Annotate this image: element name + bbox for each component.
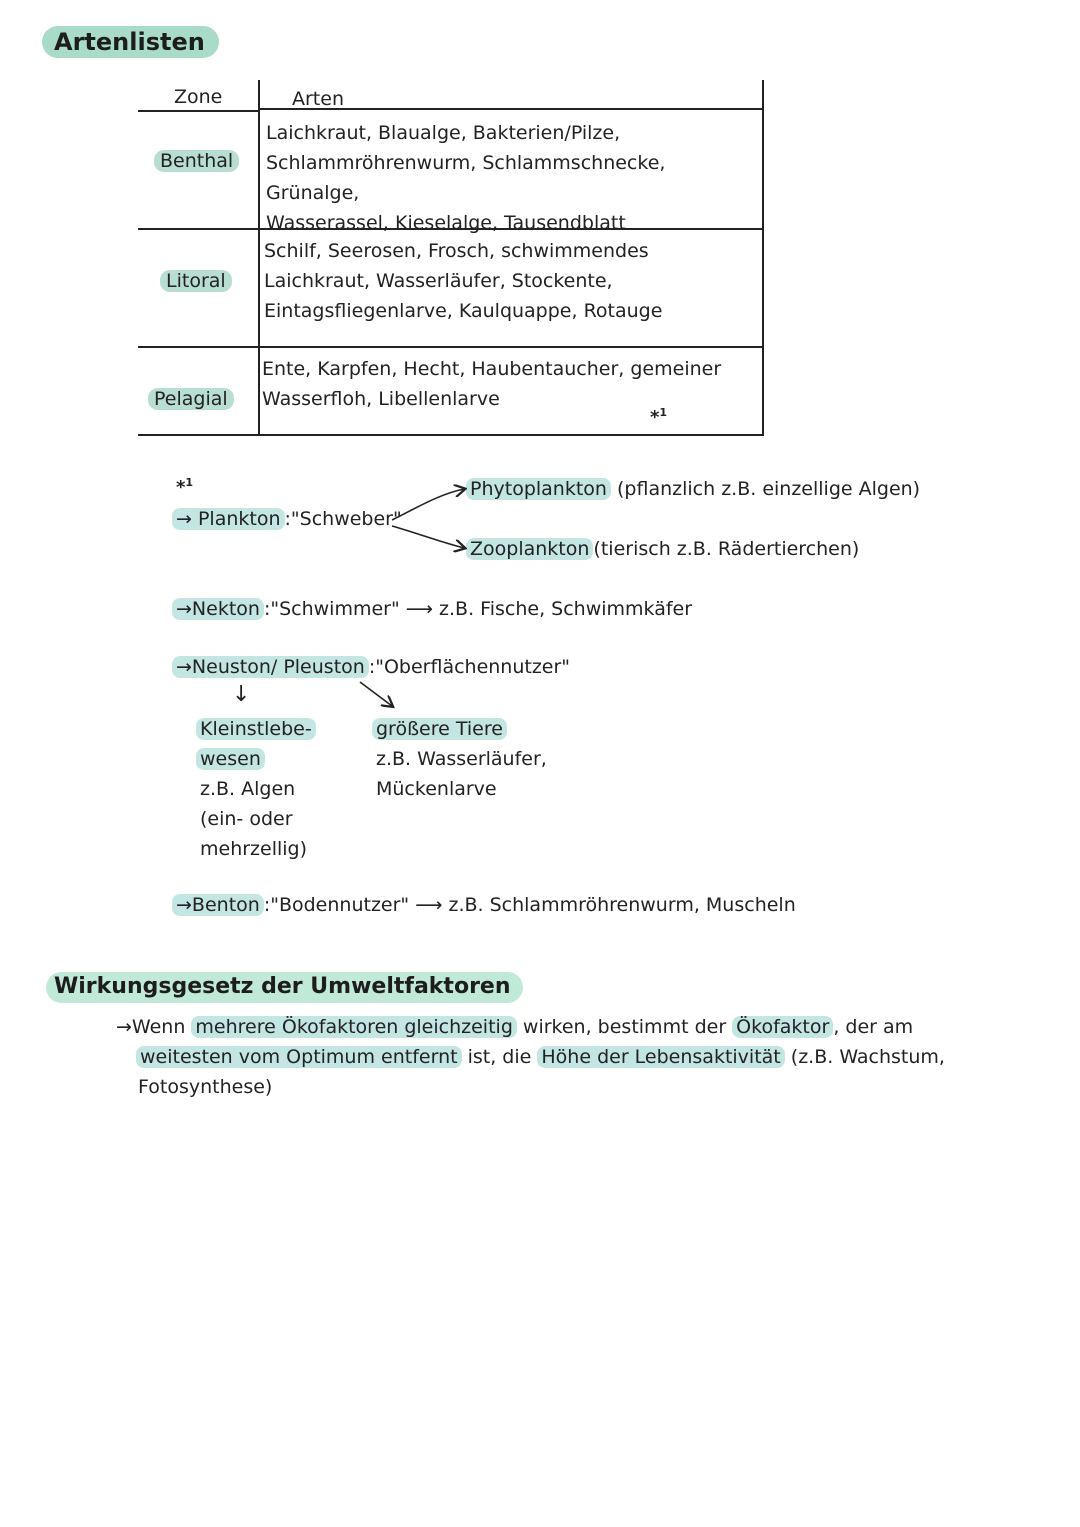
neuston-term: Neuston/ Pleuston [191,656,365,678]
section-title-wirkungsgesetz: Wirkungsgesetz der Umweltfaktoren [46,972,523,1003]
neuston-desc: :"Oberflächennutzer" [368,656,571,678]
arten-line: Eintagsfliegenlarve, Kaulquappe, Rotauge [264,300,663,322]
arten-line: Schilf, Seerosen, Frosch, schwimmendes [264,240,649,262]
zone-pelagial: Pelagial [148,388,234,410]
law-text: Fotosynthese) [138,1076,273,1098]
kleinstlebewesen-line: (ein- oder [200,808,293,830]
law-text: (z.B. Wachstum, [784,1046,945,1068]
zooplankton-desc: (tierisch z.B. Rädertierchen) [593,538,860,560]
nekton-term: Nekton [191,598,260,620]
kleinstlebewesen-line: mehrzellig) [200,838,308,860]
plankton-desc: :"Schweber" [284,508,402,530]
down-arrow-icon: ↓ [232,682,251,707]
law-highlight: weitesten vom Optimum entfernt [136,1046,462,1068]
arrow-icon: → [176,508,192,530]
law-highlight: Ökofaktor [732,1016,833,1038]
arten-line: Schlammröhrenwurm, Schlammschnecke, Grünalge, [266,152,666,204]
kleinstlebewesen-line: z.B. Algen [200,778,296,800]
nekton-desc: :"Schwimmer" ⟶ z.B. Fische, Schwimmkäfer [263,598,693,620]
footnote-mark: *$^1$ [176,476,194,498]
law-text: Wenn [131,1016,192,1038]
law-paragraph [116,1012,976,1102]
law-highlight: Höhe der Lebensaktivität [537,1046,784,1068]
kleinstlebewesen-term-2: wesen [196,748,265,770]
arrow-icon: → [176,656,192,678]
arten-line: Laichkraut, Blaualge, Bakterien/Pilze, [266,122,621,144]
arten-line: Wasserassel, Kieselalge, Tausendblatt [266,212,626,234]
arten-line: Laichkraut, Wasserläufer, Stockente, [264,270,613,292]
law-highlight: mehrere Ökofaktoren gleichzeitig [191,1016,516,1038]
benton-term: Benton [191,894,260,916]
phytoplankton-term: Phytoplankton [466,478,611,500]
zooplankton-term: Zooplankton [466,538,593,560]
arrow-to-zooplankton [392,526,464,548]
zone-benthal: Benthal [154,150,239,172]
plankton-term: Plankton [197,508,281,530]
table-header-arten: Arten [292,88,344,110]
arrow-to-groessere-tiere [360,682,392,706]
table-footnote-mark: *$^1$ [650,406,668,428]
benton-desc: :"Bodennutzer" ⟶ z.B. Schlammröhrenwurm, Muscheln [263,894,796,916]
kleinstlebewesen-term: Kleinstlebe- [196,718,316,740]
table-header-zone: Zone [174,86,223,108]
arrow-icon: → [116,1016,132,1038]
groessere-tiere-line: z.B. Wasserläufer, [376,748,547,770]
groessere-tiere-term: größere Tiere [372,718,507,740]
arrow-icon: → [176,598,192,620]
groessere-tiere-line: Mückenlarve [376,778,497,800]
law-text: , der am [833,1016,914,1038]
zone-litoral: Litoral [160,270,232,292]
arrow-to-phytoplankton [392,489,464,520]
phytoplankton-desc: (pflanzlich z.B. einzellige Algen) [610,478,921,500]
law-text: ist, die [461,1046,538,1068]
arrow-icon: → [176,894,192,916]
section-title-artenlisten: Artenlisten [42,26,219,58]
arten-line: Ente, Karpfen, Hecht, Haubentaucher, gemeiner [262,358,722,380]
arten-line: Wasserfloh, Libellenlarve [262,388,500,410]
law-text: wirken, bestimmt der [516,1016,733,1038]
